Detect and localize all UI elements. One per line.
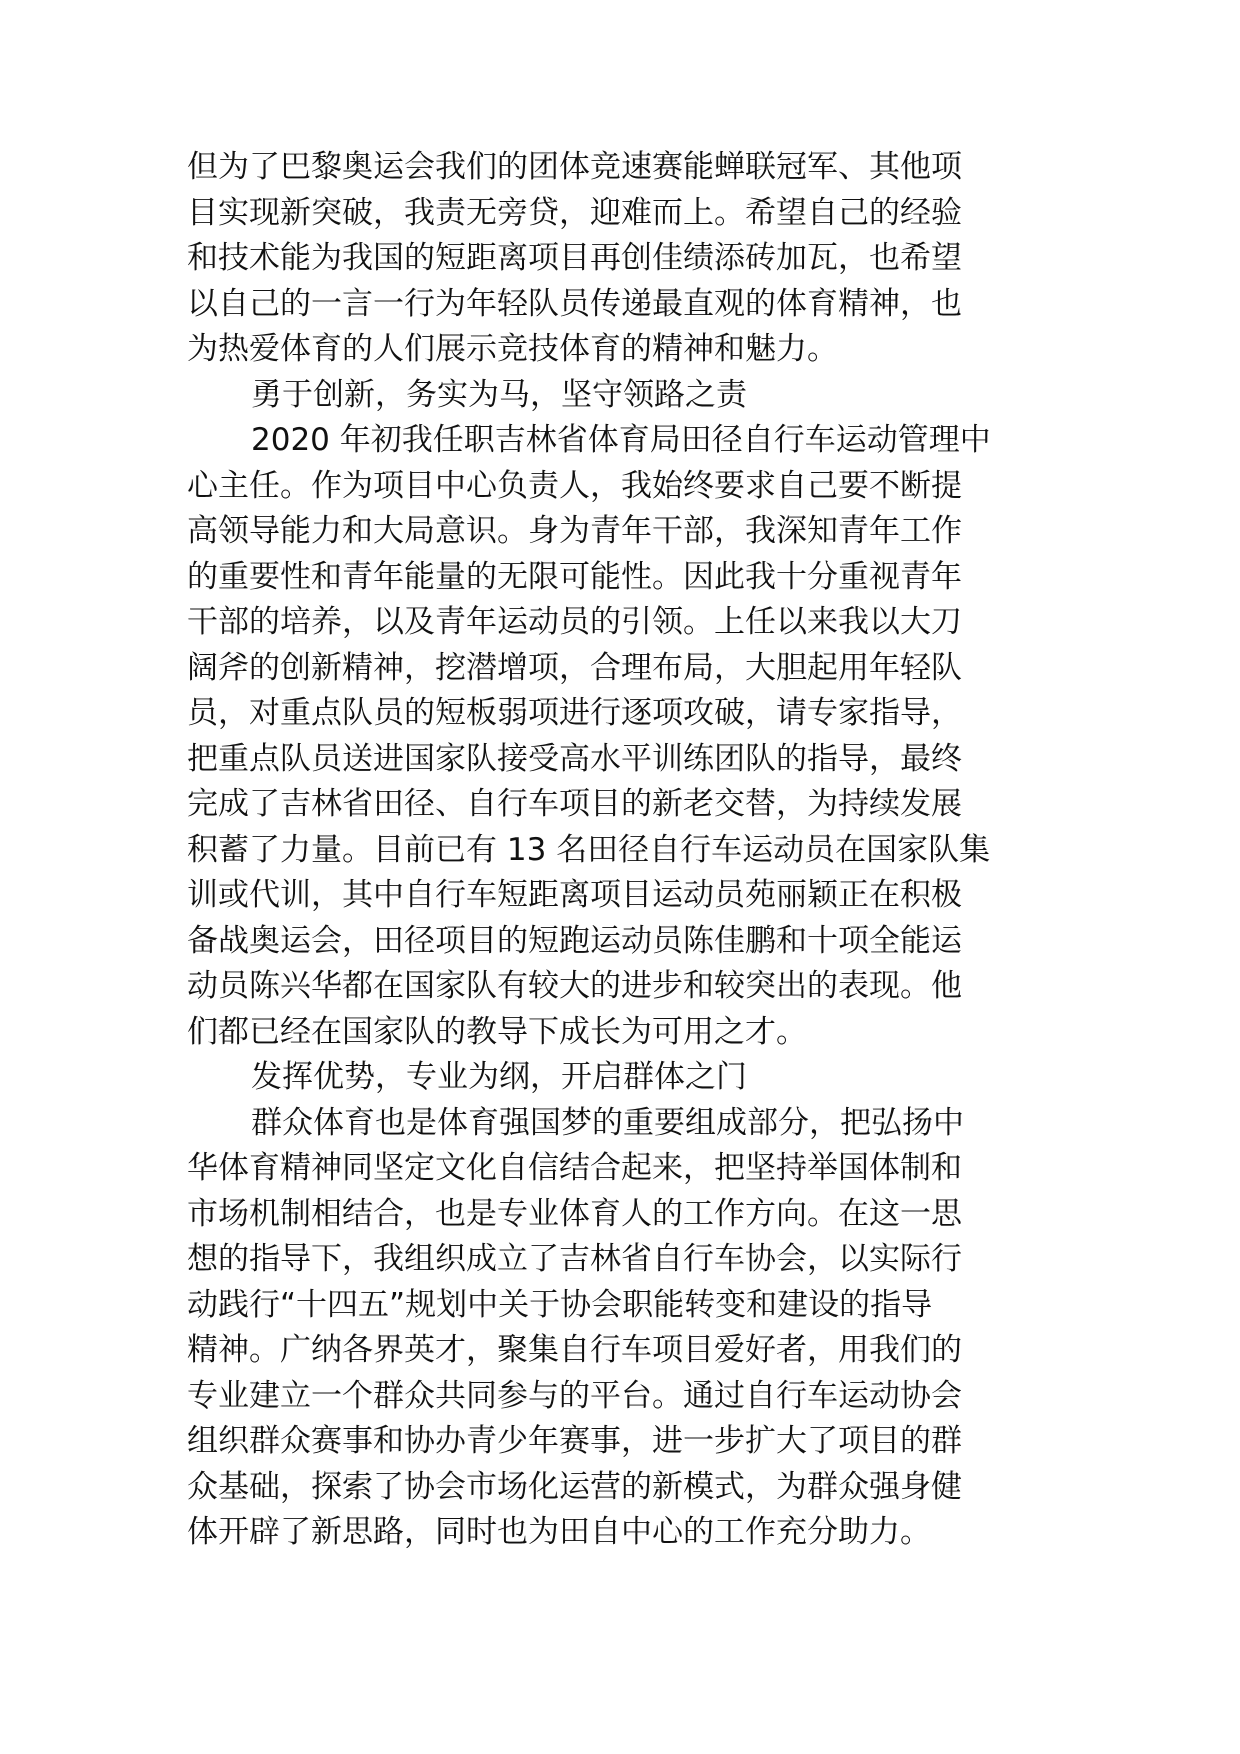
text-line: 群众体育也是体育强国梦的重要组成部分，把弘扬中: [251, 1104, 964, 1141]
document-body: [187, 145, 1057, 1556]
text-line: 精神。广纳各界英才，聚集自行车项目爱好者，用我们的: [187, 1332, 962, 1368]
text-line: 备战奥运会，田径项目的短跑运动员陈佳鹏和十项全能运: [187, 922, 962, 959]
text-line: 动践行“十四五”规划中关于协会职能转变和建设的指导: [187, 1286, 933, 1323]
paragraph-intro-continuation: [187, 145, 1057, 373]
text-line: 完成了吉林省田径、自行车项目的新老交替，为持续发展: [187, 786, 962, 822]
text-line: 众基础，探索了协会市场化运营的新模式，为群众强身健: [187, 1468, 962, 1505]
text-line: 体开辟了新思路，同时也为田自中心的工作充分助力。: [187, 1514, 931, 1550]
text-line: 想的指导下，我组织成立了吉林省自行车协会，以实际行: [187, 1241, 962, 1277]
section-heading-mass-sports: 发挥优势，专业为纲，开启群体之门: [251, 1059, 747, 1095]
text-line: 心主任。作为项目中心负责人，我始终要求自己要不断提: [187, 467, 962, 504]
paragraph-mass-sports: [187, 1101, 1057, 1556]
text-line: 们都已经在国家队的教导下成长为可用之才。: [187, 1013, 807, 1050]
text-line: 阔斧的创新精神，挖潜增项，合理布局，大胆起用年轻队: [187, 649, 962, 686]
text-line: 但为了巴黎奥运会我们的团体竞速赛能蝉联冠军、其他项: [187, 149, 962, 185]
text-line: 目实现新突破，我责无旁贷，迎难而上。希望自己的经验: [187, 194, 962, 231]
text-line: 为热爱体育的人们展示竞技体育的精神和魅力。: [187, 331, 838, 367]
text-line: 积蓄了力量。目前已有 13 名田径自行车运动员在国家队集: [187, 831, 991, 868]
paragraph-leadership: [187, 418, 1057, 1055]
section-heading-innovation: 勇于创新，务实为马，坚守领路之责: [251, 376, 747, 413]
text-line: 华体育精神同坚定文化自信结合起来，把坚持举国体制和: [187, 1150, 962, 1186]
text-line: 高领导能力和大局意识。身为青年干部，我深知青年工作: [187, 513, 962, 549]
text-line: 市场机制相结合，也是专业体育人的工作方向。在这一思: [187, 1195, 962, 1232]
text-line: 组织群众赛事和协办青少年赛事，进一步扩大了项目的群: [187, 1423, 962, 1459]
text-line: 以自己的一言一行为年轻队员传递最直观的体育精神，也: [187, 285, 962, 322]
text-line: 训或代训，其中自行车短距离项目运动员苑丽颖正在积极: [187, 877, 962, 913]
text-line: 动员陈兴华都在国家队有较大的进步和较突出的表现。他: [187, 968, 962, 1004]
text-line: 的重要性和青年能量的无限可能性。因此我十分重视青年: [187, 558, 962, 595]
text-line: 把重点队员送进国家队接受高水平训练团队的指导，最终: [187, 740, 962, 777]
text-line: 和技术能为我国的短距离项目再创佳绩添砖加瓦，也希望: [187, 240, 962, 276]
text-line: 2020 年初我任职吉林省体育局田径自行车运动管理中: [251, 422, 991, 458]
text-line: 专业建立一个群众共同参与的平台。通过自行车运动协会: [187, 1377, 962, 1414]
text-line: 干部的培养，以及青年运动员的引领。上任以来我以大刀: [187, 604, 962, 640]
text-line: 员，对重点队员的短板弱项进行逐项攻破，请专家指导，: [187, 695, 962, 731]
